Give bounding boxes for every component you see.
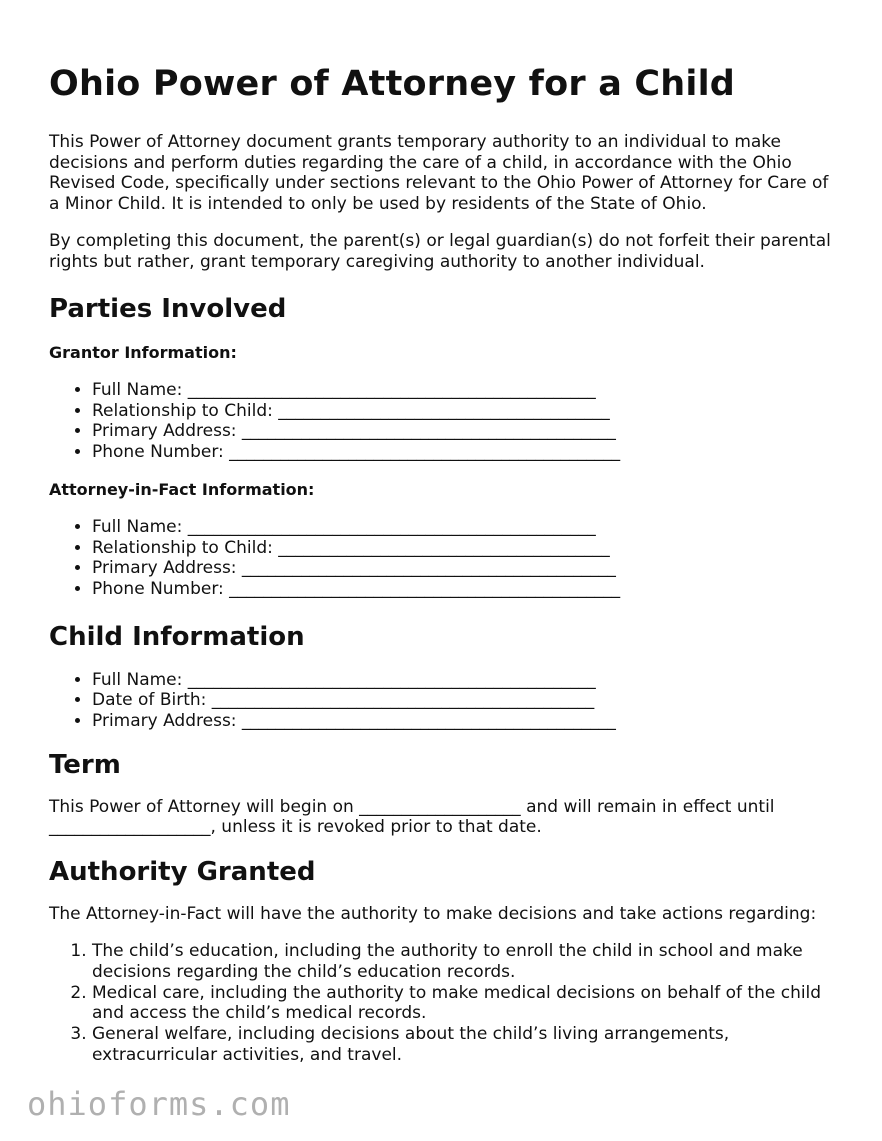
attorney-fields	[49, 517, 839, 600]
grantor-heading: Grantor Information:	[49, 343, 237, 362]
document-page	[49, 62, 839, 1065]
intro-paragraph: This Power of Attorney document grants temporary authority to an individual to make decisions and perform duties regarding the care of a child, in accordance with the Ohio Revised Code, specifically under sections relevant to the Ohio Power of Attorney for Care of a Minor Child. It is intended to only be used by residents of the State of Ohio.	[49, 132, 829, 214]
authority-item-welfare: 3. General welfare, including decisions about the child’s living arrangements, extracurricular activities, and travel.	[92, 1024, 839, 1065]
authority-list	[49, 941, 839, 1065]
grantor-phone-field: • Phone Number: ______________________________________________	[92, 442, 839, 463]
child-dob-field: • Date of Birth: _____________________________________________	[92, 690, 839, 711]
grantor-address-field: • Primary Address: ____________________________________________	[92, 421, 839, 442]
authority-intro: The Attorney-in-Fact will have the authority to make decisions and take actions regarding:	[49, 903, 817, 924]
attorney-relationship-field: • Relationship to Child: _______________________________________	[92, 538, 839, 559]
grantor-fields	[49, 380, 839, 463]
watermark: ohioforms.com	[27, 1085, 291, 1123]
child-fields	[49, 670, 839, 732]
authority-heading: Authority Granted	[49, 856, 316, 887]
grantor-full-name-field: • Full Name: ________________________________________________	[92, 380, 839, 401]
attorney-phone-field: • Phone Number: ______________________________________________	[92, 579, 839, 600]
page-title: Ohio Power of Attorney for a Child	[49, 64, 736, 104]
term-paragraph: This Power of Attorney will begin on ___________________ and will remain in effect until ___________________, unless it is revoked prior to that date.	[49, 796, 775, 838]
rights-paragraph: By completing this document, the parent(s) or legal guardian(s) do not forfeit their parental rights but rather, grant temporary caregiving authority to another individual.	[49, 231, 831, 272]
grantor-relationship-field: • Relationship to Child: _______________________________________	[92, 401, 839, 422]
term-heading: Term	[49, 749, 121, 780]
authority-item-medical: 2. Medical care, including the authority to make medical decisions on behalf of the child and access the child’s medical records.	[92, 983, 839, 1024]
child-full-name-field: • Full Name: ________________________________________________	[92, 670, 839, 691]
attorney-full-name-field: • Full Name: ________________________________________________	[92, 517, 839, 538]
authority-item-education: 1. The child’s education, including the authority to enroll the child in school and make decisions regarding the child’s education records.	[92, 941, 839, 982]
attorney-address-field: • Primary Address: ____________________________________________	[92, 558, 839, 579]
parties-heading: Parties Involved	[49, 294, 287, 324]
attorney-heading: Attorney-in-Fact Information:	[49, 479, 315, 499]
child-address-field: • Primary Address: ____________________________________________	[92, 711, 839, 732]
child-heading: Child Information	[49, 621, 305, 652]
